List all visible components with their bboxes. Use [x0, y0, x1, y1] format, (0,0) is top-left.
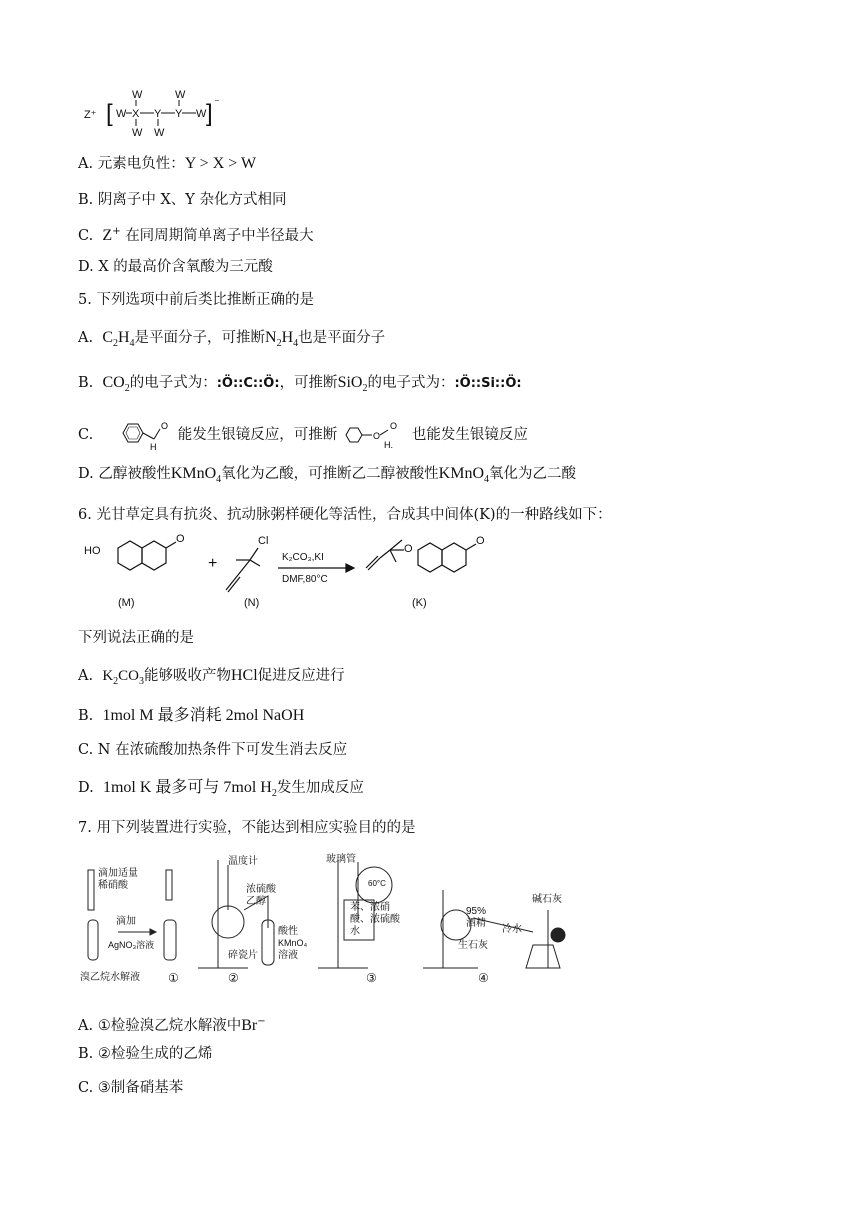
z-cation-label: Z⁺: [84, 109, 97, 121]
svg-text:生石灰: 生石灰: [458, 940, 488, 951]
svg-text:]: ]: [206, 100, 213, 127]
svg-text:酒精: 酒精: [466, 918, 486, 929]
svg-text:滴加: 滴加: [116, 916, 136, 927]
option-6b: B. 1mol M 最多消耗 2mol NaOH: [78, 707, 305, 724]
option-7a: A. ①检验溴乙烷水解液中Br−: [78, 1016, 266, 1034]
svg-text:温度计: 温度计: [228, 856, 258, 867]
svg-text:溴乙烷水解液: 溴乙烷水解液: [80, 972, 140, 983]
phenyl-formate-structure: [342, 420, 412, 450]
svg-text:AgNO₃溶液: AgNO₃溶液: [108, 940, 155, 950]
anion-structure-figure: [78, 86, 228, 138]
svg-text:95%: 95%: [466, 906, 487, 917]
svg-text:①: ①: [168, 971, 179, 985]
svg-text:玻璃管: 玻璃管: [326, 854, 356, 865]
svg-text:W: W: [175, 89, 186, 101]
svg-text:KMnO₄: KMnO₄: [278, 938, 308, 948]
svg-text:水: 水: [350, 926, 360, 937]
svg-text:③: ③: [366, 971, 377, 985]
svg-text:滴加适量: 滴加适量: [98, 868, 138, 879]
svg-text:O: O: [404, 543, 413, 555]
svg-text:H: H: [149, 442, 157, 450]
question-6-stem: 6. 光甘草定具有抗炎、抗动脉粥样硬化等活性，合成其中间体(K)的一种路线如下：: [78, 507, 612, 523]
option-6a: A. $K_2CO_3$能够吸收产物HCl促进反应进行: [78, 667, 345, 687]
atom-w: W: [116, 108, 127, 120]
svg-text:④: ④: [478, 971, 489, 985]
svg-text:酸、浓硫酸: 酸、浓硫酸: [350, 914, 400, 925]
svg-text:[: [: [106, 100, 113, 127]
svg-text:⁻: ⁻: [214, 97, 220, 109]
compound-m-label: (M): [118, 597, 135, 609]
atom-y1: Y: [154, 108, 162, 120]
svg-text:碱石灰: 碱石灰: [532, 894, 562, 905]
atom-y2: Y: [175, 108, 183, 120]
option-4b: B. 阴离子中 X、Y 杂化方式相同: [78, 192, 287, 208]
question-6-lead: 下列说法正确的是: [78, 630, 194, 646]
apparatus-figure: [78, 850, 588, 995]
option-6d: D. 1mol K 最多可与 7mol $H_2$发生加成反应: [78, 779, 364, 800]
svg-text:H.: H.: [383, 440, 393, 450]
svg-text:+: +: [208, 555, 218, 572]
svg-text:60°C: 60°C: [368, 879, 386, 888]
option-4a: A. 元素电负性：Y > X > W: [78, 155, 257, 172]
option-5d: D. 乙醇被酸性KMnO$_4$氧化为乙酸，可推断乙二醇被酸性KMnO$_4$氧化为乙二酸: [78, 465, 577, 486]
svg-text:浓硫酸: 浓硫酸: [246, 884, 276, 895]
atom-x: X: [132, 108, 140, 120]
svg-text:W: W: [196, 108, 207, 120]
benzaldehyde-structure: [116, 420, 176, 450]
svg-text:O: O: [176, 533, 185, 545]
question-7-stem: 7. 用下列装置进行实验，不能达到相应实验目的的是: [78, 820, 416, 836]
option-4c: C. Z+ 在同周期简单离子中半径最大: [78, 226, 314, 244]
compound-n-label: (N): [244, 597, 260, 609]
svg-text:W: W: [132, 89, 143, 101]
svg-text:乙醇: 乙醇: [246, 896, 266, 907]
svg-text:冷水: 冷水: [502, 924, 522, 935]
svg-text:稀硝酸: 稀硝酸: [98, 880, 128, 891]
option-4d: D. X 的最高价含氧酸为三元酸: [78, 259, 273, 275]
svg-text:O: O: [372, 431, 380, 441]
compound-k-label: (K): [412, 597, 427, 609]
option-5b: B. $CO_2$的电子式为：:Ö::C::Ö:，可推断SiO$_2$的电子式为：:Ö::Si::Ö:: [78, 374, 522, 395]
reagent-top-label: K₂CO₃,KI: [282, 552, 324, 563]
reagent-bottom-label: DMF,80°C: [282, 574, 328, 585]
synthesis-route-figure: [78, 530, 638, 615]
svg-text:O: O: [476, 535, 485, 547]
option-6c: C. N 在浓硫酸加热条件下可发生消去反应: [78, 742, 348, 758]
svg-text:苯、浓硝: 苯、浓硝: [350, 902, 390, 913]
option-7c: C. ③制备硝基苯: [78, 1080, 184, 1096]
svg-text:W: W: [154, 127, 165, 138]
cl-atom-label: Cl: [258, 535, 269, 547]
svg-text:碎瓷片: 碎瓷片: [228, 950, 258, 961]
svg-text:②: ②: [228, 971, 239, 985]
question-5-stem: 5. 下列选项中前后类比推断正确的是: [78, 292, 314, 308]
svg-text:W: W: [132, 127, 143, 138]
svg-text:O: O: [389, 421, 397, 431]
ho-group-label: HO: [84, 545, 101, 557]
option-5c: C. O H 能发生银镜反应，可推断 O O H. 也能发生银镜反应: [78, 421, 528, 450]
svg-text:酸性: 酸性: [278, 926, 298, 937]
option-7b: B. ②检验生成的乙烯: [78, 1046, 213, 1062]
svg-text:O: O: [160, 421, 168, 431]
option-5a: A. $C_2H_4$是平面分子，可推断$N_2H_4$也是平面分子: [78, 329, 386, 350]
svg-text:溶液: 溶液: [278, 950, 298, 961]
